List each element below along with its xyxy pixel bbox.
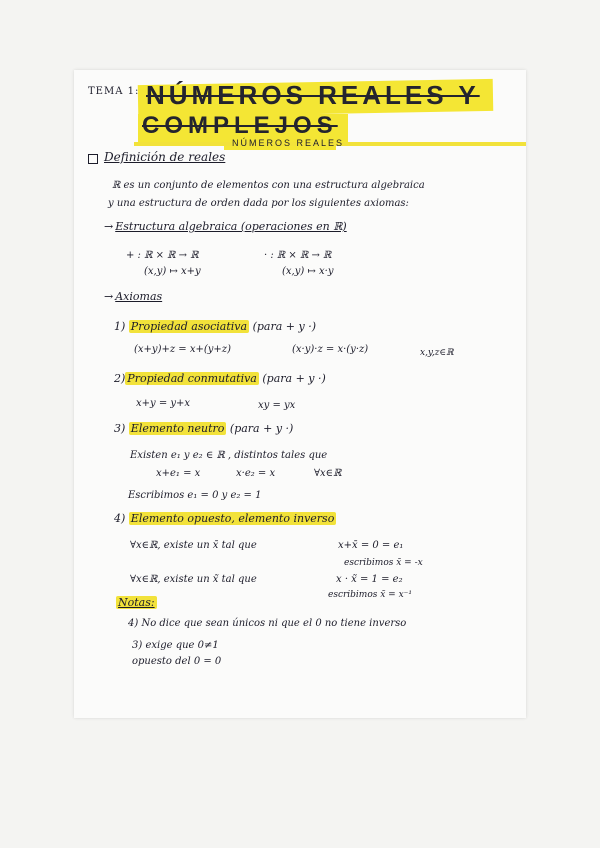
nota-item: opuesto del 0 = 0 [132, 656, 222, 667]
formula: escribimos x̃ = x⁻¹ [328, 590, 413, 600]
op-sum-def: + : ℝ × ℝ → ℝ [126, 250, 199, 261]
nota-item: 3) exige que 0≠1 [132, 640, 219, 651]
estructura-heading [104, 220, 347, 233]
notebook-page [74, 70, 526, 718]
axiom-4-text: ∀x∈ℝ, existe un x̃ tal que [130, 574, 257, 585]
formula: x+x̄ = 0 = e₁ [338, 540, 404, 551]
formula: (x·y)·z = x·(y·z) [292, 344, 369, 355]
definition-text: ℝ es un conjunto de elementos con una estructura algebraica [112, 180, 425, 191]
page-title: NÚMEROS REALES Y [146, 80, 480, 110]
axiomas-heading-text: Axiomas [115, 290, 163, 303]
axiom-scope: (para + y ·) [229, 422, 294, 435]
formula: x · x̃ = 1 = e₂ [336, 574, 403, 585]
axiom-number: 2) [114, 372, 126, 385]
axiom-3-title [114, 422, 293, 435]
axiom-number: 1) [114, 320, 126, 333]
checkbox-icon [88, 154, 98, 164]
formula: escribimos x̄ = -x [344, 558, 423, 568]
nota-item: 4) No dice que sean únicos ni que el 0 no tiene inverso [128, 618, 407, 629]
formula: x+e₁ = x [156, 468, 201, 479]
tema-label: TEMA 1: [88, 86, 140, 97]
axiom-name: Elemento neutro [130, 422, 225, 435]
arrow-right-icon: → [104, 220, 114, 233]
axiom-name: Propiedad conmutativa [127, 372, 257, 385]
axiom-name: Elemento opuesto, elemento inverso [130, 512, 335, 525]
formula: (x+y)+z = x+(y+z) [134, 344, 231, 355]
op-sum-map: (x,y) ↦ x+y [144, 266, 201, 277]
axiom-4-title [114, 512, 336, 525]
axiomas-heading [104, 290, 162, 303]
axiom-1-title [114, 320, 316, 333]
formula: ∀x∈ℝ [314, 468, 342, 479]
axiom-number: 4) [114, 512, 126, 525]
arrow-right-icon: → [104, 290, 114, 303]
page-title-line2: COMPLEJOS [142, 112, 338, 139]
definition-heading: Definición de reales [104, 150, 226, 164]
notas-heading [116, 596, 157, 609]
axiom-name: Propiedad asociativa [130, 320, 248, 333]
op-prod-map: (x,y) ↦ x·y [282, 266, 334, 277]
notas-heading-text: Notas: [118, 596, 155, 609]
estructura-heading-text: Estructura algebraica (operaciones en ℝ) [115, 220, 347, 233]
axiom-number: 3) [114, 422, 126, 435]
formula: xy = yx [258, 400, 296, 411]
op-prod-def: · : ℝ × ℝ → ℝ [264, 250, 332, 261]
axiom-scope: (para + y ·) [262, 372, 326, 385]
definition-text: y una estructura de orden dada por los siguientes axiomas: [108, 198, 409, 209]
axiom-4-text: ∀x∈ℝ, existe un x̄ tal que [130, 540, 257, 551]
axiom-2-title [114, 372, 326, 385]
page-subtitle: NÚMEROS REALES [232, 138, 345, 148]
formula: x,y,z∈ℝ [420, 348, 454, 358]
formula: x·e₂ = x [236, 468, 276, 479]
formula: x+y = y+x [136, 398, 191, 409]
axiom-3-text: Existen e₁ y e₂ ∈ ℝ , distintos tales que [130, 450, 328, 461]
axiom-scope: (para + y ·) [252, 320, 316, 333]
axiom-3-note: Escribimos e₁ = 0 y e₂ = 1 [128, 490, 262, 501]
